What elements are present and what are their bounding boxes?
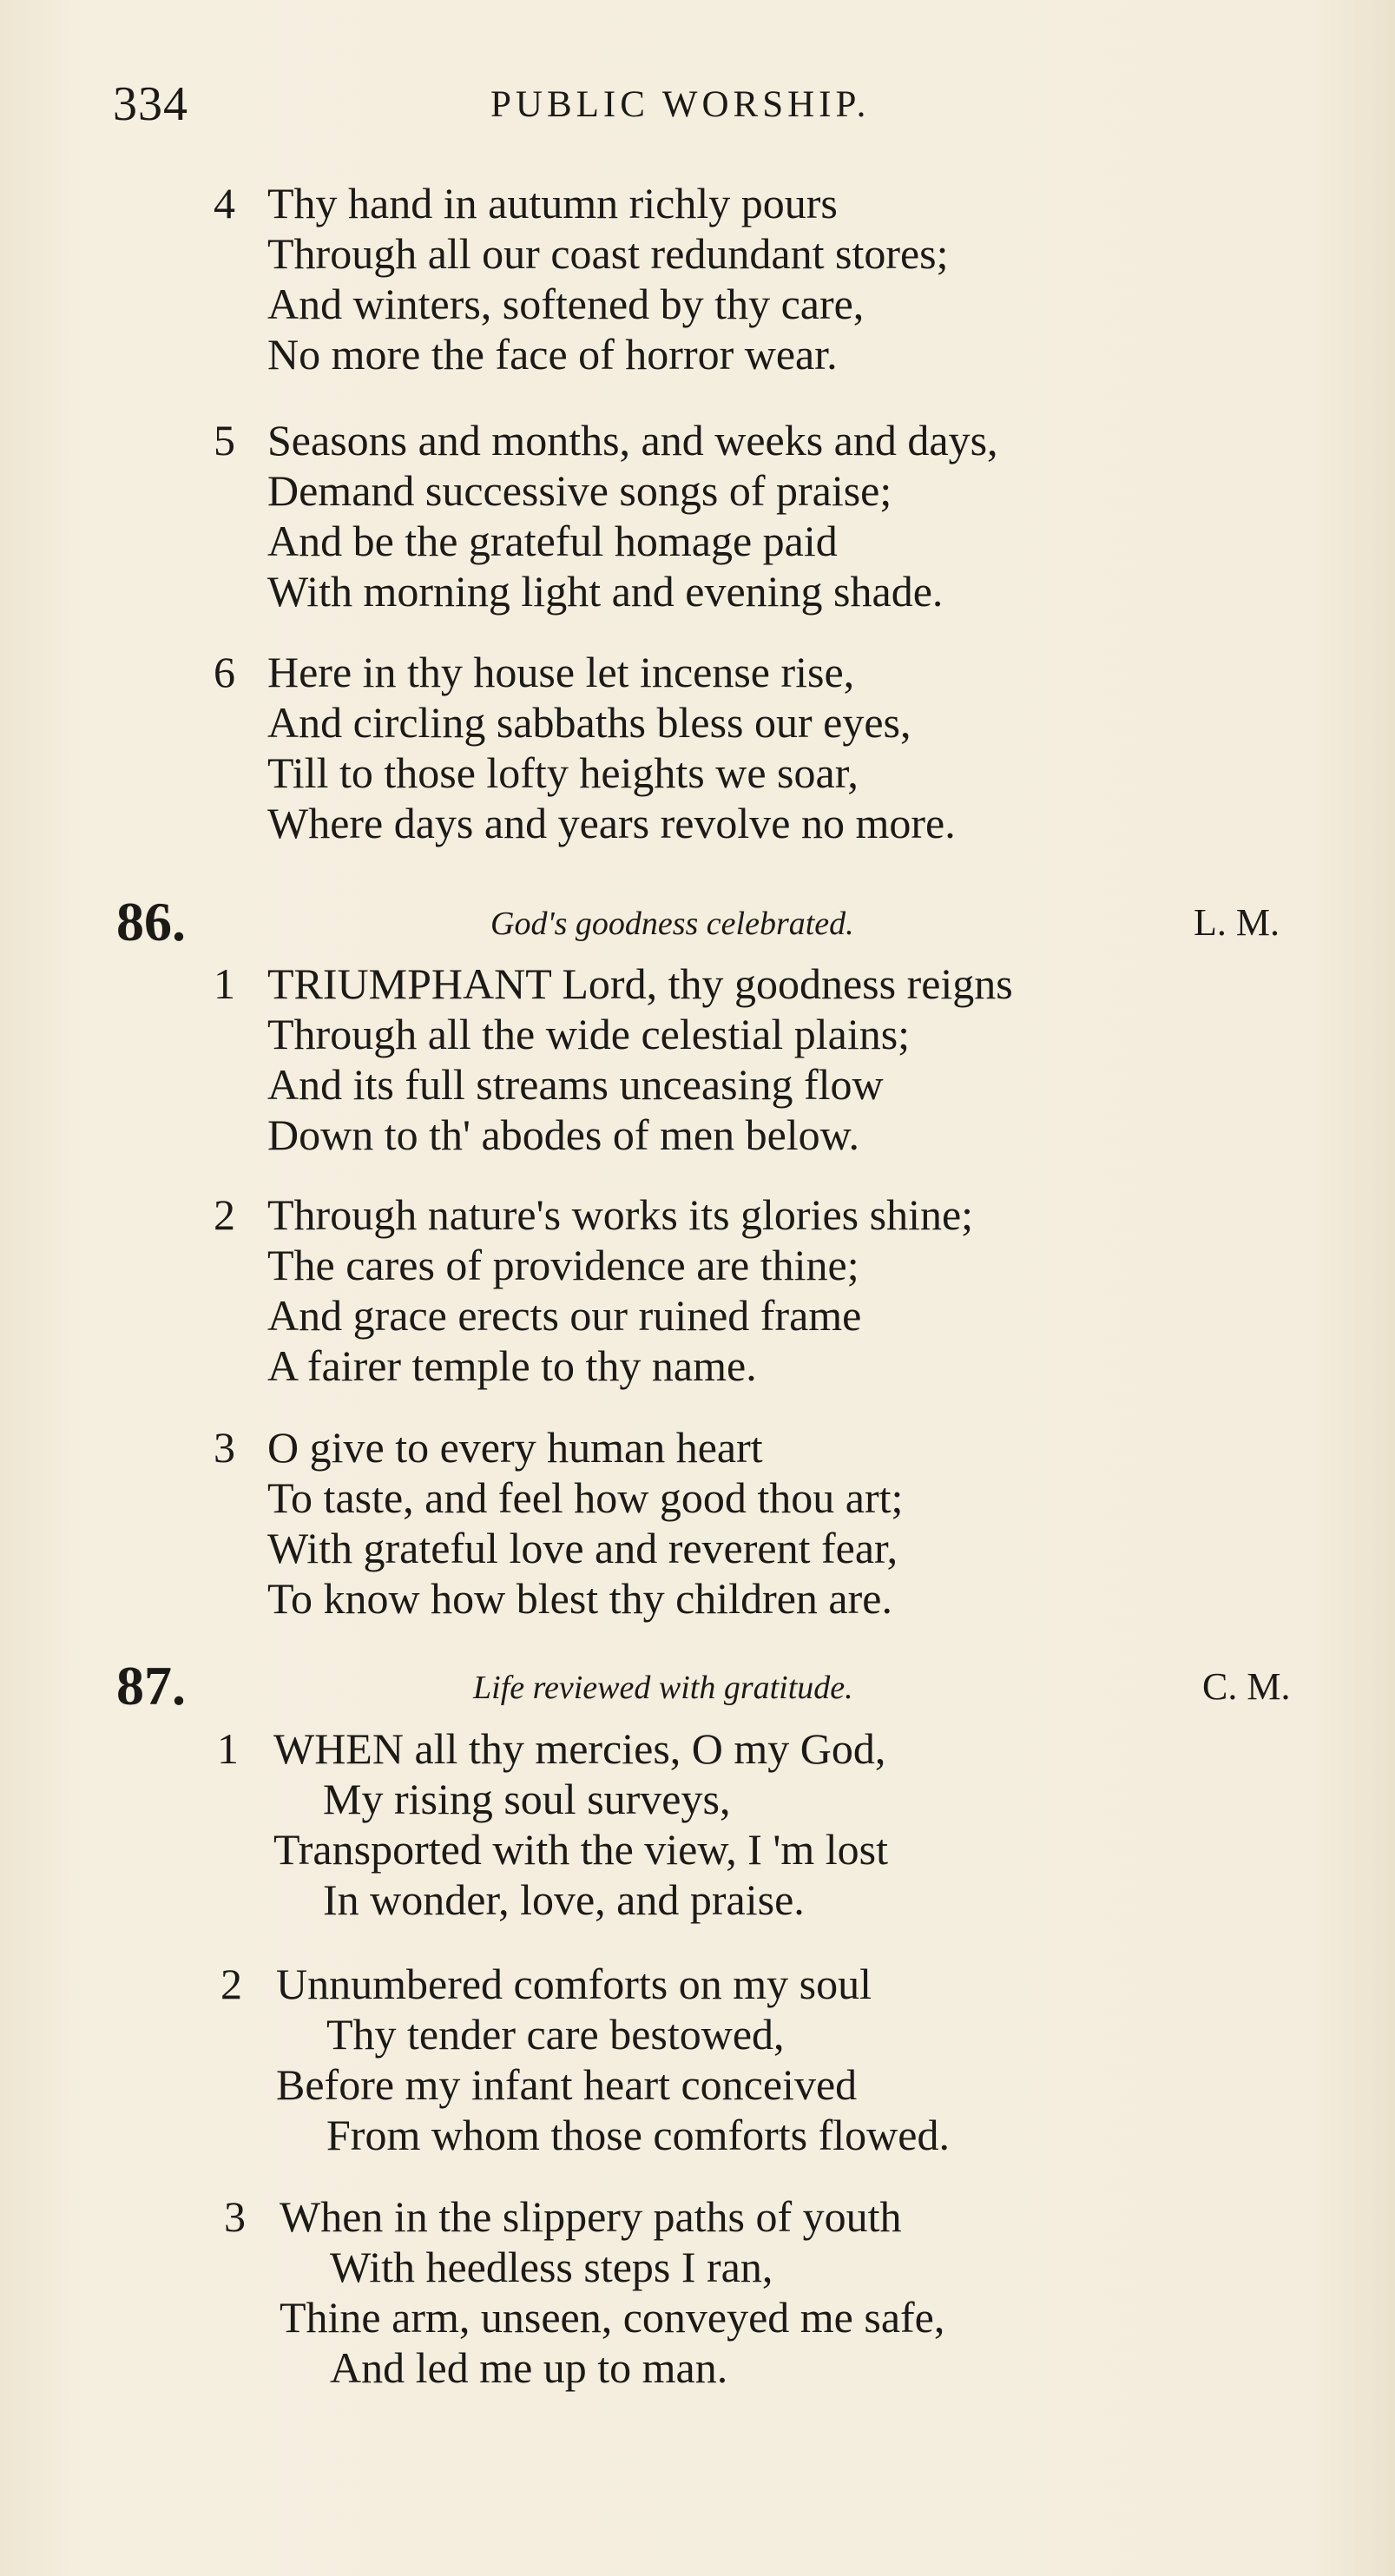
stanza-line: To taste, and feel how good thou art; — [267, 1473, 904, 1522]
page-number: 334 — [113, 77, 188, 131]
stanza-line: Through all our coast redundant stores; — [267, 229, 949, 278]
stanza-line: Before my infant heart conceived — [276, 2060, 858, 2109]
stanza-number: 6 — [214, 648, 235, 696]
stanza-line: And grace erects our ruined frame — [267, 1291, 862, 1340]
stanza-line: And be the grateful homage paid — [267, 517, 838, 565]
running-title: PUBLIC WORSHIP. — [490, 84, 871, 125]
hymn-meter: L. M. — [1194, 901, 1280, 944]
stanza-line: Where days and years revolve no more. — [267, 799, 956, 847]
page-header — [0, 76, 1395, 137]
stanza-line: Through nature's works its glories shine; — [267, 1190, 974, 1239]
stanza-line: And its full streams unceasing flow — [267, 1060, 884, 1109]
stanza-line: To know how blest thy children are. — [267, 1574, 892, 1623]
stanza-line: And led me up to man. — [330, 2343, 728, 2392]
stanza-line: Thy hand in autumn richly pours — [267, 179, 838, 227]
stanza-line: With heedless steps I ran, — [330, 2243, 773, 2291]
stanza-line: With morning light and evening shade. — [267, 567, 944, 616]
stanza-number: 3 — [224, 2192, 246, 2241]
stanza-line: The cares of providence are thine; — [267, 1241, 859, 1289]
stanza-line: When in the slippery paths of youth — [280, 2192, 902, 2241]
hymn-87-heading — [0, 1655, 1395, 1716]
hymn-number: 87. — [116, 1655, 186, 1716]
stanza-line: Here in thy house let incense rise, — [267, 648, 855, 696]
stanza-line: Transported with the view, I 'm lost — [273, 1825, 889, 1874]
stanza-line: With grateful love and reverent fear, — [267, 1524, 898, 1572]
stanza-line: Till to those lofty heights we soar, — [267, 748, 859, 797]
stanza-line: Unnumbered comforts on my soul — [276, 1960, 872, 2008]
stanza-number: 2 — [220, 1960, 242, 2008]
stanza-line: Thy tender care bestowed, — [326, 2010, 785, 2059]
stanza-line: Demand successive songs of praise; — [267, 466, 892, 515]
stanza-line: My rising soul surveys, — [323, 1775, 731, 1823]
stanza-line: TRIUMPHANT Lord, thy goodness reigns — [267, 959, 1013, 1008]
hymn-title: Life reviewed with gratitude. — [473, 1670, 853, 1706]
hymn-number: 86. — [116, 891, 186, 952]
stanza-number: 4 — [214, 179, 235, 227]
hymn-86-heading — [0, 891, 1395, 952]
stanza-line: From whom those comforts flowed. — [326, 2111, 950, 2159]
stanza-number: 3 — [214, 1423, 235, 1472]
stanza-line: Seasons and months, and weeks and days, — [267, 416, 998, 464]
stanza-line: In wonder, love, and praise. — [323, 1875, 805, 1924]
hymn-title: God's goodness celebrated. — [490, 906, 854, 942]
stanza-line: O give to every human heart — [267, 1423, 763, 1472]
stanza-line: And winters, softened by thy care, — [267, 280, 865, 328]
stanza-line: WHEN all thy mercies, O my God, — [273, 1724, 886, 1773]
stanza-number: 2 — [214, 1190, 235, 1239]
stanza-number: 5 — [214, 416, 235, 464]
hymn-meter: C. M. — [1202, 1665, 1291, 1708]
stanza-number: 1 — [217, 1724, 239, 1773]
stanza-line: Down to th' abodes of men below. — [267, 1110, 860, 1159]
stanza-line: A fairer temple to thy name. — [267, 1341, 757, 1390]
stanza-line: And circling sabbaths bless our eyes, — [267, 698, 911, 747]
stanza-number: 1 — [214, 959, 235, 1008]
stanza-line: Thine arm, unseen, conveyed me safe, — [280, 2293, 945, 2342]
stanza-line: Through all the wide celestial plains; — [267, 1010, 911, 1058]
stanza-line: No more the face of horror wear. — [267, 330, 838, 379]
